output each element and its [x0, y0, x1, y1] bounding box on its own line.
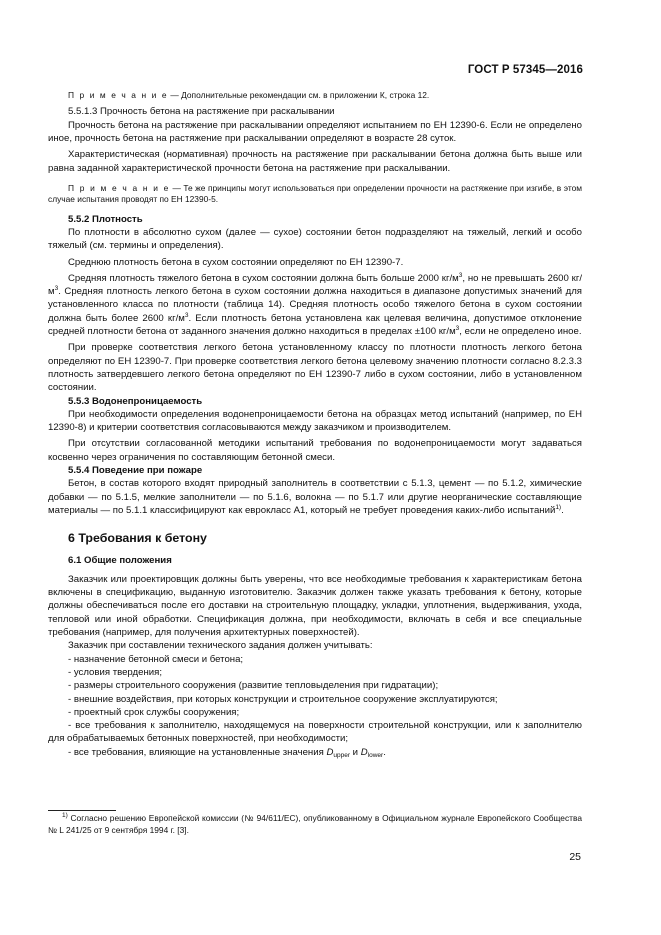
footnote-divider — [48, 810, 116, 811]
note-label: П р и м е ч а н и е — [68, 182, 170, 193]
footnote-reference: 1) — [555, 503, 562, 511]
section-title-5-5-1-3: 5.5.1.3 Прочность бетона на растяжение при раскалывании — [68, 106, 335, 118]
note-label: П р и м е ч а н и е — [68, 90, 169, 100]
list-item: - внешние воздействия, при которых конструкции и строительное сооружение эксплуатируются; — [68, 693, 498, 705]
footnote-mark: 1) — [62, 812, 68, 819]
list-item: - условия твердения; — [68, 666, 162, 678]
section-title-6: 6 Требования к бетону — [68, 531, 207, 546]
footnote: $^{1)}$ Согласно решению Европейской комиссии (№ 94/611/EC), опубликованному в Официальном журнале Европейского Сообщества № L 241/25 от 9 сентября 1994 г. [3]. — [48, 812, 582, 835]
note-paragraph — [48, 183, 582, 206]
document-code: ГОСТ Р 57345—2016 — [467, 64, 583, 76]
density-paragraph: Средняя плотность тяжелого бетона в сухом состоянии должна быть больше 2000 $кг/м^3$, но не превышать 2600 $кг/м^3$. Средняя плотность легкого бетона в сухом состоянии должна находиться в диапазоне допустимых значений для установленного класса по плотности (таблица 14). Средняя плотность особо тяжелого бетона в сухом состоянии должна быть более 2600 $кг/м^3$. Если плотность бетона установлена как целевая величина, допустимое отклонение средней плотности бетона от заданного значения должно находиться в пределах ±100 $кг/м^3$, если не определено иное. — [48, 271, 582, 338]
section-title-6-1: 6.1 Общие положения — [68, 554, 172, 566]
paragraph: При проверке соответствия легкого бетона установленному классу по плотности плотность легкого бетона определяют по ЕН 12390-7. При проверке соответствия легкого бетона целевому значению плотности согласно 8.2.3.3 плотность затвердевшего легкого бетона определяют по ЕН 12390-7 либо в сухом состоянии, либо в установленном состоянии. — [48, 342, 582, 394]
page-number: 25 — [569, 851, 581, 863]
list-item: - все требования, влияющие на установленные значения $D_{upper}$ и $D_{lower}$. — [68, 746, 386, 759]
note-paragraph — [48, 90, 582, 101]
list-item: - размеры строительного сооружения (развитие тепловыделения при гидратации); — [68, 680, 439, 692]
paragraph: Среднюю плотность бетона в сухом состоянии определяют по ЕН 12390-7. — [68, 256, 404, 268]
note-text: — Те же принципы могут использоваться при определении прочности на растяжение при изгибе, в этом случае испытания проводят по ЕН 12390-5. — [48, 182, 582, 205]
paragraph: При необходимости определения водонепроницаемости бетона на образцах метод испытаний (например, по ЕН 12390-8) и критерии соответствия согласовываются между заказчиком и производителем. — [48, 408, 582, 434]
paragraph: При отсутствии согласованной методики испытаний требования по водонепроницаемости могут задаваться косвенно через ограничения по составляющим бетонной смеси. — [48, 438, 582, 463]
list-item: - назначение бетонной смеси и бетона; — [68, 653, 244, 665]
section-title-5-5-2: 5.5.2 Плотность — [68, 213, 143, 225]
paragraph: Характеристическая (нормативная) прочность на растяжение при раскалывании бетона должна быть выше или равна заданной характеристической прочности бетона на растяжение при раскалывании. — [48, 149, 582, 174]
section-title-5-5-3: 5.5.3 Водонепроницаемость — [68, 395, 203, 407]
note-text: — Дополнительные рекомендации см. в приложении К, строка 12. — [168, 90, 430, 100]
paragraph: По плотности в абсолютно сухом (далее — сухое) состоянии бетон подразделяют на тяжелый, легкий и особо тяжелый (см. термины и определения). — [48, 227, 582, 252]
paragraph: Бетон, в состав которого входят природный заполнитель в соответствии с 5.1.3, цемент — по 5.1.2, химические добавки — по 5.1.5, мелкие заполнители — по 5.1.6, волокна — по 5.1.7 или другие неорганические составляющие материалы — по 5.1.1 классифицируют как еврокласс А1, который не требует проведения каких-либо испытаний$^{1)}$. — [48, 478, 582, 516]
section-title-5-5-4: 5.5.4 Поведение при пожаре — [68, 465, 203, 477]
paragraph: Заказчик или проектировщик должны быть уверены, что все необходимые требования к характеристикам бетона включены в спецификацию, выданную изготовителю. Заказчик должен также указать требования к бетону, которые должны обеспечиваться после его доставки на строительную площадку, укладки, уплотнения, выдерживания, ухода, тепловой или иной обработки. Спецификация должна, при необходимости, включать в себя и все специальные требования (например, для получения архитектурных поверхностей). — [48, 573, 582, 639]
list-item: - проектный срок службы сооружения; — [68, 706, 240, 718]
paragraph: Прочность бетона на растяжение при раскалывании определяют испытанием по ЕН 12390-6. Если не определено иное, прочность бетона на растяжение при раскалывании определяют в возрасте 28 суток. — [48, 119, 582, 144]
paragraph: Заказчик при составлении технического задания должен учитывать: — [68, 640, 373, 652]
page-content — [48, 88, 582, 759]
list-item: - все требования к заполнителю, находящемуся на поверхности строительной конструкции, или к заполнителю для обрабатываемых бетонных поверхностей, при необходимости; — [48, 720, 582, 745]
